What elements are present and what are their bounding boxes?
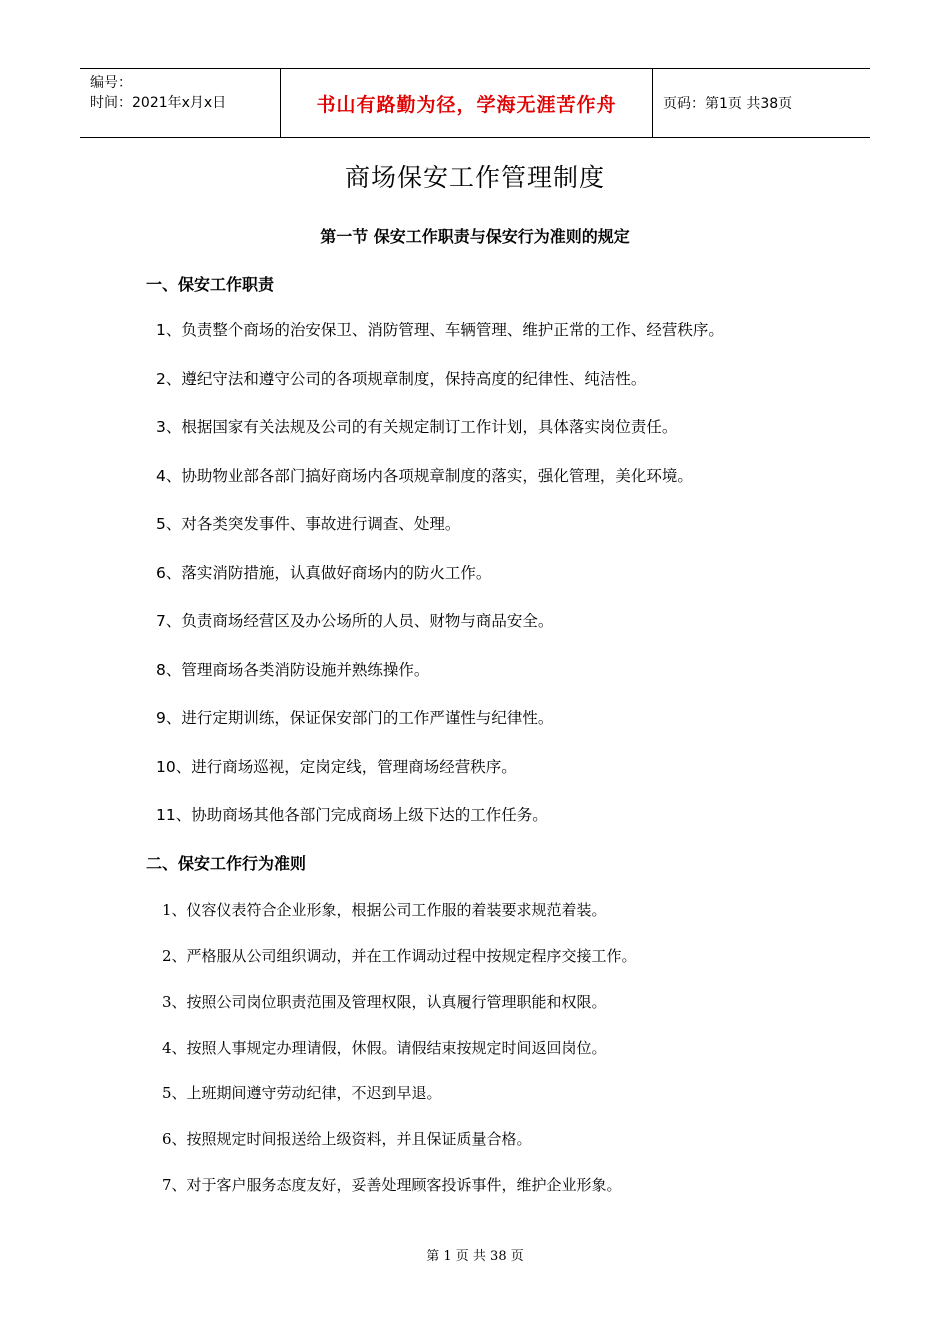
conduct-item: 5、上班期间遵守劳动纪律，不迟到早退。 <box>162 1084 442 1102</box>
duty-item: 3、根据国家有关法规及公司的有关规定制订工作计划，具体落实岗位责任。 <box>156 418 678 436</box>
duty-item: 9、进行定期训练，保证保安部门的工作严谨性与纪律性。 <box>156 709 554 727</box>
duty-item: 6、落实消防措施，认真做好商场内的防火工作。 <box>156 564 492 582</box>
page-title: 商场保安工作管理制度 <box>344 163 605 192</box>
page-footer: 第 1 页 共 38 页 <box>426 1249 524 1264</box>
duty-item: 5、对各类突发事件、事故进行调查、处理。 <box>156 515 461 533</box>
duty-item: 8、管理商场各类消防设施并熟练操作。 <box>156 661 430 679</box>
conduct-item: 3、按照公司岗位职责范围及管理权限，认真履行管理职能和权限。 <box>162 993 607 1011</box>
header-motto: 书山有路勤为径，学海无涯苦作舟 <box>281 69 653 137</box>
conduct-item: 1、仪容仪表符合企业形象，根据公司工作服的着装要求规范着装。 <box>162 901 607 919</box>
duty-item: 10、进行商场巡视，定岗定线，管理商场经营秩序。 <box>156 758 517 776</box>
time-label: 时间：2021年x月x日 <box>90 95 227 111</box>
duty-item: 2、遵纪守法和遵守公司的各项规章制度，保持高度的纪律性、纯洁性。 <box>156 370 647 388</box>
section-heading-conduct: 二、保安工作行为准则 <box>146 854 307 873</box>
duty-item: 4、协助物业部各部门搞好商场内各项规章制度的落实，强化管理，美化环境。 <box>156 467 693 485</box>
conduct-item: 2、严格服从公司组织调动，并在工作调动过程中按规定程序交接工作。 <box>162 947 637 965</box>
section-subtitle: 第一节 保安工作职责与保安行为准则的规定 <box>320 227 630 246</box>
duty-item: 7、负责商场经营区及办公场所的人员、财物与商品安全。 <box>156 612 554 630</box>
header-page-info: 页码：第1页 共38页 <box>663 96 793 112</box>
section-heading-duties: 一、保安工作职责 <box>146 275 275 294</box>
duty-item: 1、负责整个商场的治安保卫、消防管理、车辆管理、维护正常的工作、经营秩序。 <box>156 321 724 339</box>
conduct-item: 6、按照规定时间报送给上级资料，并且保证质量合格。 <box>162 1130 532 1148</box>
number-label: 编号： <box>90 75 132 91</box>
duty-item: 11、协助商场其他各部门完成商场上级下达的工作任务。 <box>156 806 548 824</box>
conduct-item: 4、按照人事规定办理请假，休假。请假结束按规定时间返回岗位。 <box>162 1039 607 1057</box>
conduct-item: 7、对于客户服务态度友好，妥善处理顾客投诉事件，维护企业形象。 <box>162 1176 622 1194</box>
header-meta <box>80 69 281 137</box>
document-header <box>80 68 870 138</box>
